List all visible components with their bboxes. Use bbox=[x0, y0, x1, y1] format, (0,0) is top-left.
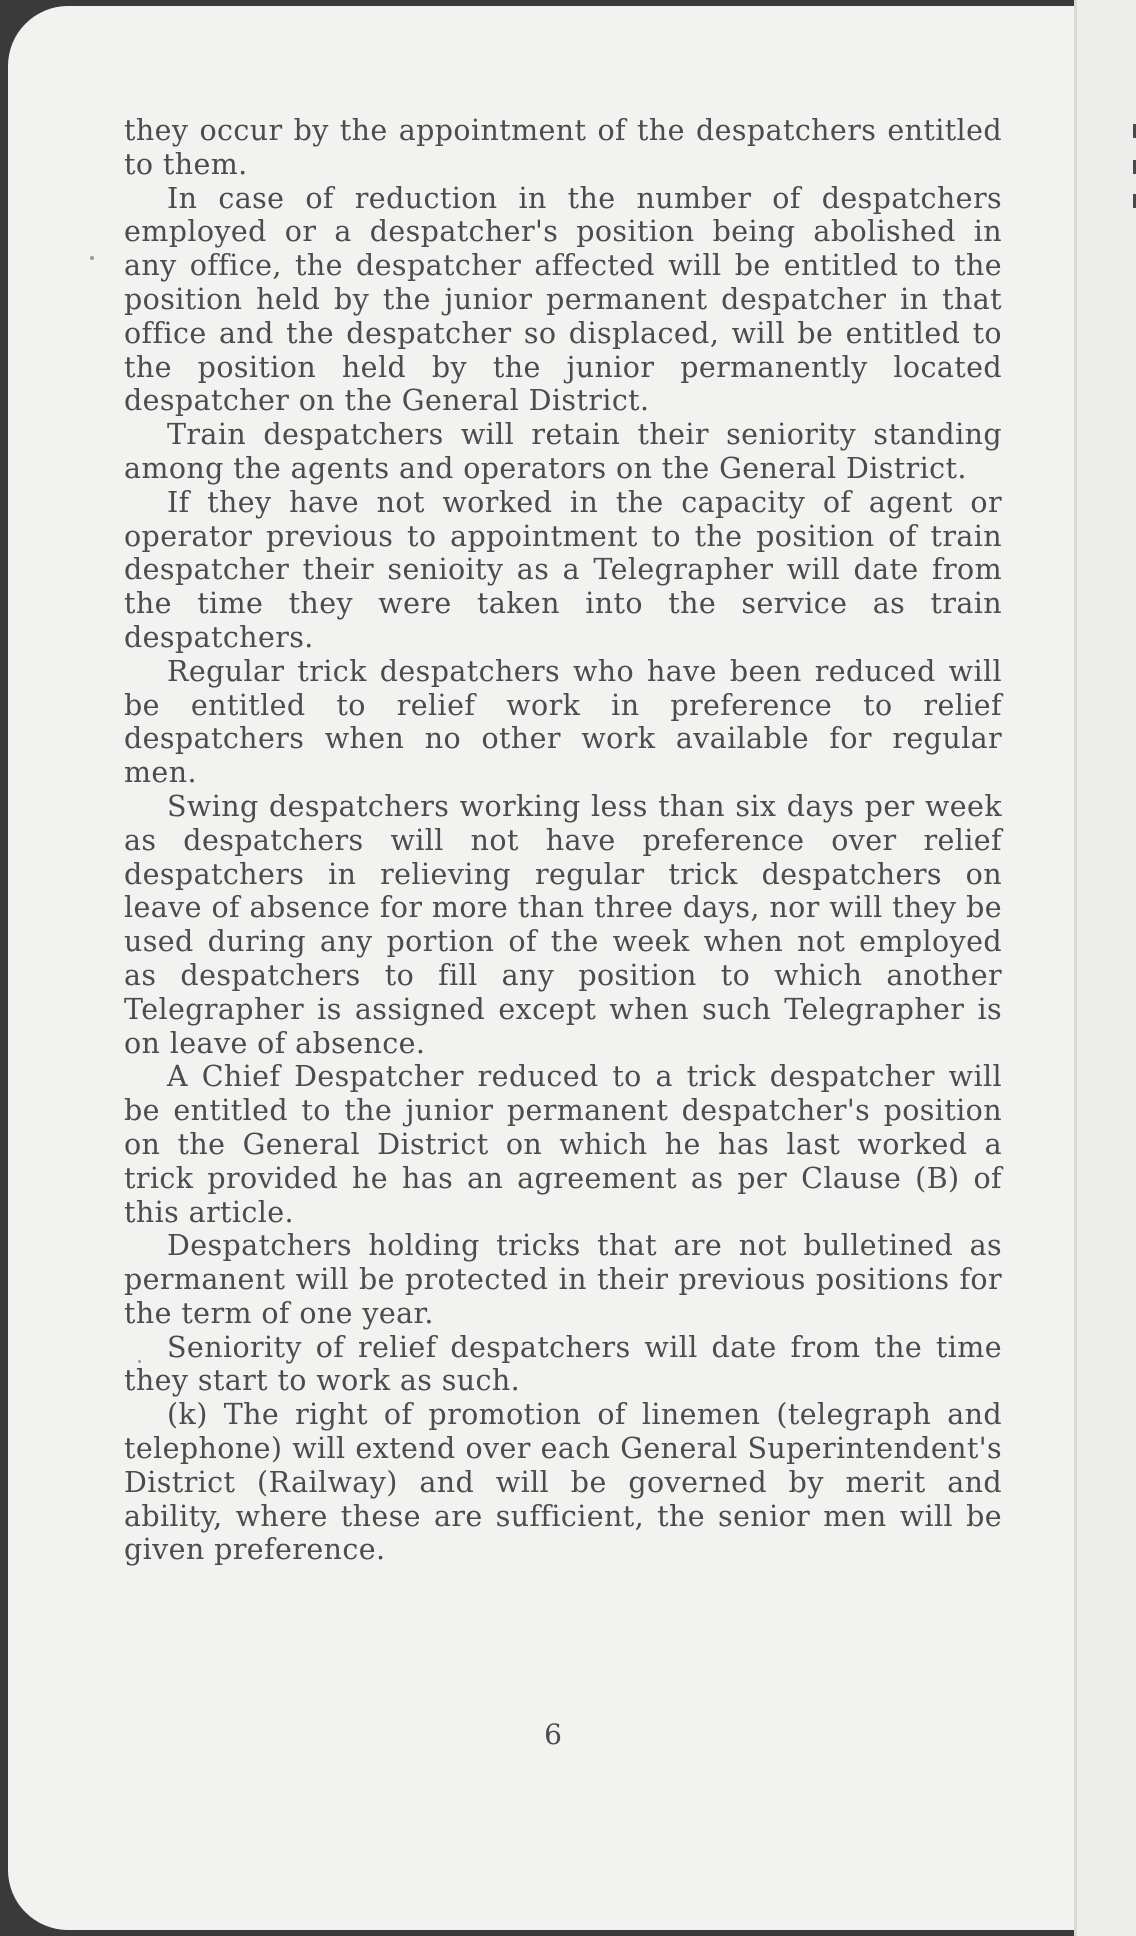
book-page bbox=[8, 6, 1074, 1930]
paragraph-reduction-in-despatchers: In case of reduction in the number of despatchers employed or a despatcher's position being abolished in any office, the despatcher affected will be entitled to the position held by the junior permanent despatcher in that office and the despatcher so displaced, will be entitled to the position held by the junior permanently located despatcher on the General District. bbox=[124, 181, 1002, 418]
paragraph-regular-trick-despatchers: Regular trick despatchers who have been reduced will be entitled to relief work in preference to relief despatchers when no other work available for regular men. bbox=[124, 654, 1002, 790]
paragraph-linemen-promotion: (k) The right of promotion of linemen (telegraph and telephone) will extend over each General Superintendent's District (Railway) and will be governed by merit and ability, where these are sufficient, the senior men will be given preference. bbox=[124, 1398, 1002, 1567]
paragraph-chief-despatcher: A Chief Despatcher reduced to a trick despatcher will be entitled to the junior permanent despatcher's position on the General District on which he has last worked a trick provided he has an agreement as per Clause (B) of this article. bbox=[124, 1060, 1002, 1229]
paragraph-swing-despatchers: Swing despatchers working less than six days per week as despatchers will not have preference over relief despatchers in relieving regular trick despatchers on leave of absence for more than three days, nor will they be used during any portion of the week when not employed as despatchers to fill any position to which another Telegrapher is assigned except when such Telegrapher is on leave of absence. bbox=[124, 789, 1002, 1060]
page-number: 6 bbox=[544, 1718, 562, 1751]
paragraph-non-permanent-tricks: Despatchers holding tricks that are not bulletined as permanent will be protected in their previous positions for the term of one year. bbox=[124, 1229, 1002, 1330]
paragraph-continuation: they occur by the appointment of the despatchers entitled to them. bbox=[124, 114, 1002, 181]
adjacent-page-edge bbox=[1074, 0, 1136, 1936]
paragraph-seniority-standing: Train despatchers will retain their seniority standing among the agents and operators on the General District. bbox=[124, 418, 1002, 485]
paragraph-relief-seniority: Seniority of relief despatchers will date from the time they start to work as such. bbox=[124, 1330, 1002, 1398]
print-speck bbox=[90, 256, 94, 260]
body-text bbox=[124, 114, 1002, 1567]
paragraph-telegrapher-seniority: If they have not worked in the capacity of agent or operator previous to appointment to the position of train despatcher their senioity as a Telegrapher will date from the time they were taken into the service as train despatchers. bbox=[124, 485, 1002, 654]
